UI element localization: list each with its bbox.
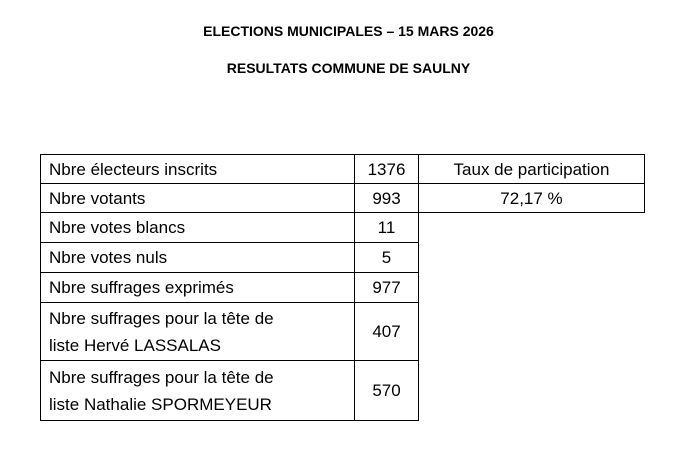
row-label-inscrits: Nbre électeurs inscrits xyxy=(40,154,355,184)
row-value-spormeyeur: 570 xyxy=(354,360,419,421)
row-label-nuls: Nbre votes nuls xyxy=(40,242,355,273)
row-label-exprimes: Nbre suffrages exprimés xyxy=(40,272,355,303)
row-value-inscrits: 1376 xyxy=(354,154,419,184)
row-label-spormeyeur-line2: liste Nathalie SPORMEYEUR xyxy=(49,394,272,414)
row-value-lassalas: 407 xyxy=(354,302,419,361)
participation-label: Taux de participation xyxy=(418,154,645,184)
row-value-exprimes: 977 xyxy=(354,272,419,303)
row-label-lassalas-line1: Nbre suffrages pour la tête de xyxy=(49,308,274,328)
row-value-votants: 993 xyxy=(354,183,419,213)
row-label-lassalas xyxy=(40,302,355,361)
page-title: ELECTIONS MUNICIPALES – 15 MARS 2026 xyxy=(203,23,494,39)
row-label-blancs: Nbre votes blancs xyxy=(40,212,355,243)
participation-value: 72,17 % xyxy=(418,183,645,213)
row-label-votants: Nbre votants xyxy=(40,183,355,213)
row-value-blancs: 11 xyxy=(354,212,419,243)
row-value-nuls: 5 xyxy=(354,242,419,273)
row-label-spormeyeur xyxy=(40,360,355,421)
row-label-lassalas-line2: liste Hervé LASSALAS xyxy=(49,335,221,355)
page-subtitle: RESULTATS COMMUNE DE SAULNY xyxy=(226,60,471,76)
row-label-spormeyeur-line1: Nbre suffrages pour la tête de xyxy=(49,367,274,387)
